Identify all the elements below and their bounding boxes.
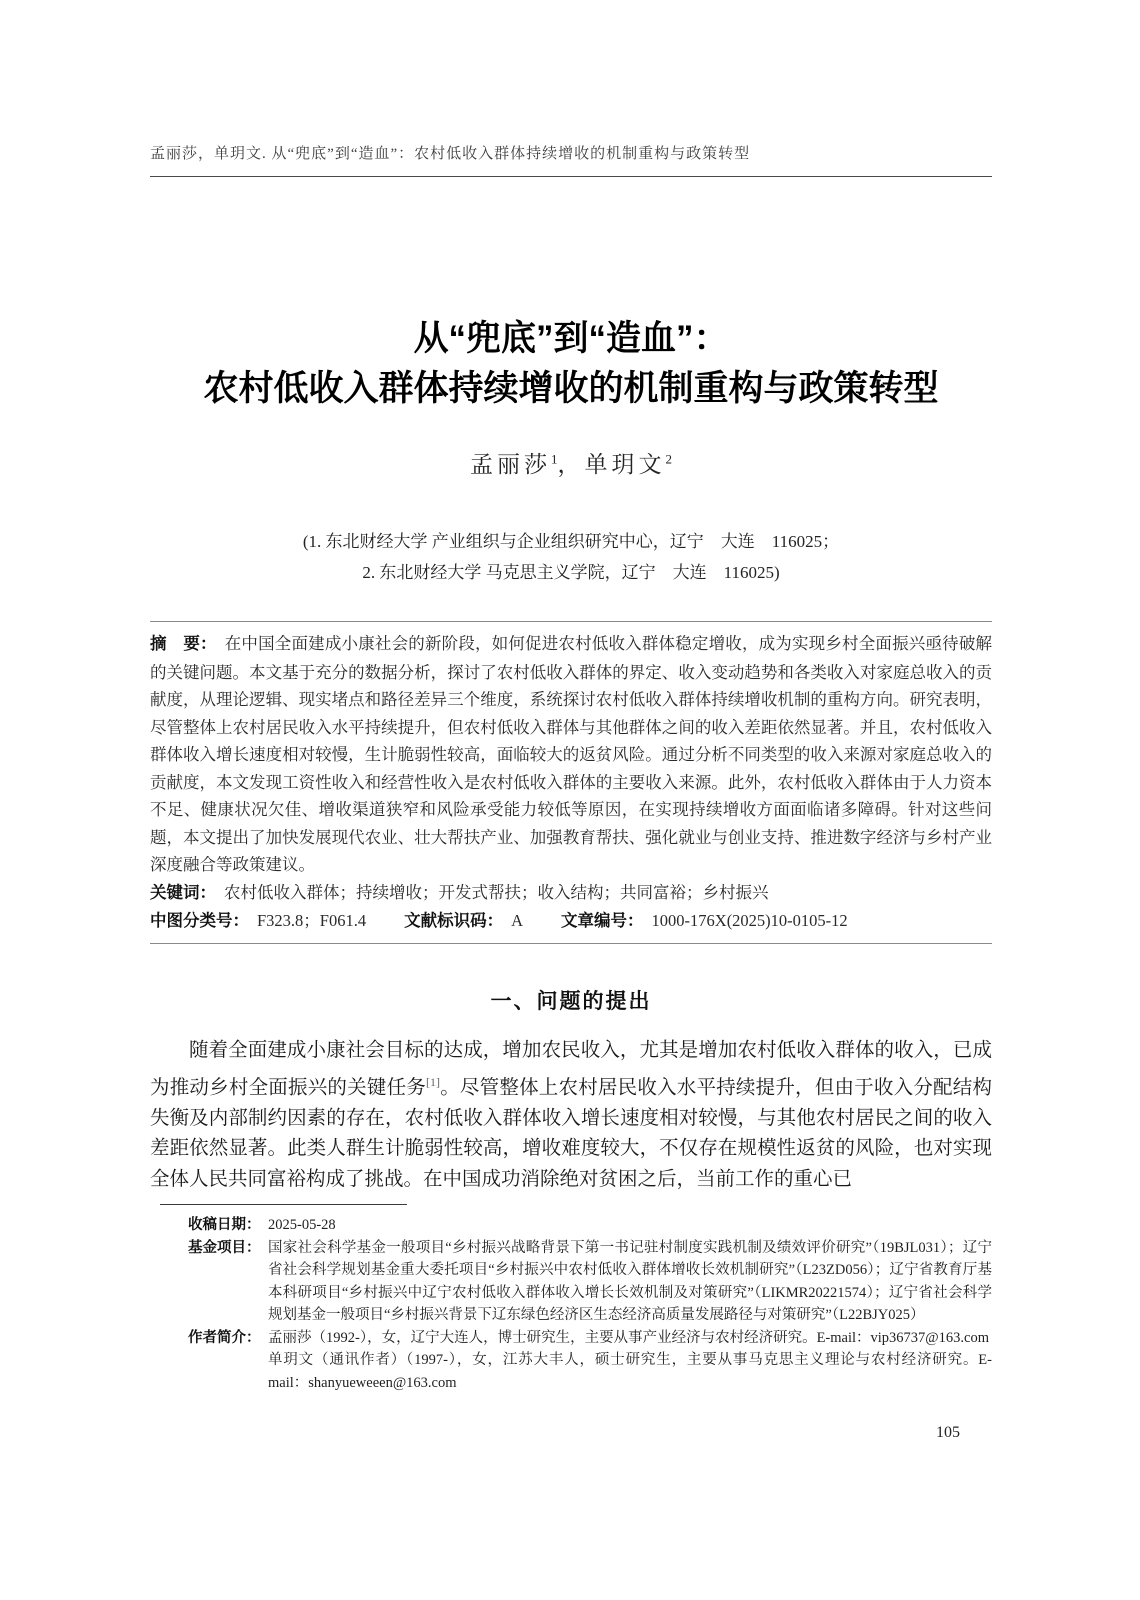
- author-line: [150, 446, 992, 479]
- author-affiliation-sup-2: 2: [665, 451, 672, 467]
- footnote-author-bio: [150, 1327, 992, 1395]
- footnote-received-date: [150, 1214, 992, 1237]
- affiliations: [150, 526, 992, 588]
- keywords-label: 关键词：: [150, 883, 216, 902]
- body-text-before-ref: 随着全面建成小康社会目标的达成，增加农民收入，尤其是增加农村低收入群体的收入，已成为推动乡村全面振兴的关键任务: [150, 1040, 992, 1098]
- section-heading-1: 一、问题的提出: [490, 990, 652, 1013]
- clc-value: F323.8；F061.4: [257, 911, 367, 930]
- author-bio-label: 作者简介：: [188, 1329, 261, 1346]
- clc-label: 中图分类号：: [150, 912, 249, 930]
- keywords-line: [150, 879, 992, 908]
- abstract-text: 在中国全面建成小康社会的新阶段，如何促进农村低收入群体稳定增收，成为实现乡村全面振兴亟待破解的关键问题。本文基于充分的数据分析，探讨了农村低收入群体的界定、收入变动趋势和各类收入对家庭总收入的贡献度，从理论逻辑、现实堵点和路径差异三个维度，系统探讨农村低收入群体持续增收机制的重构方向。研究表明，尽管整体上农村居民收入水平持续提升，但农村低收入群体与其他群体之间的收入差距依然显著。并且，农村低收入群体收入增长速度相对较慢，生计脆弱性较高，面临较大的返贫风险。通过分析不同类型的收入来源对家庭总收入的贡献度，本文发现工资性收入和经营性收入是农村低收入群体的主要收入来源。此外，农村低收入群体由于人力资本不足、健康状况欠佳、增收渠道狭窄和风险承受能力较低等原因，在实现持续增收方面面临诸多障碍。针对这些问题，本文提出了加快发展现代农业、壮大帮扶产业、加强教育帮扶、强化就业与创业支持、推进数字经济与乡村产业深度融合等政策建议。: [150, 634, 993, 874]
- footnote-separator-rule: [160, 1204, 407, 1205]
- funding-label: 基金项目：: [188, 1239, 261, 1256]
- footnote-area: [150, 1204, 992, 1394]
- received-date-value: 2025-05-28: [268, 1217, 336, 1233]
- article-title-line2: 农村低收入群体持续增收的机制重构与政策转型: [203, 369, 939, 408]
- received-date-label: 收稿日期：: [188, 1217, 261, 1233]
- abstract-box: [150, 621, 992, 944]
- author-affiliation-sup-1: 1: [551, 451, 558, 467]
- article-title: [150, 314, 992, 414]
- article-id-value: 1000-176X(2025)10-0105-12: [651, 911, 848, 930]
- footnote-funding: [150, 1237, 992, 1327]
- abstract-paragraph: [150, 630, 992, 879]
- body-text-after-ref: 。尽管整体上农村居民收入水平持续提升，但由于收入分配结构失衡及内部制约因素的存在，农村低收入群体收入增长速度相对较慢，与其他农村居民之间的收入差距依然显著。此类人群生计脆弱性较高，增收难度较大，不仅存在规模性返贫的风险，也对实现全体人民共同富裕构成了挑战。在中国成功消除绝对贫困之后，当前工作的重心已: [150, 1077, 992, 1190]
- abstract-label: 摘 要：: [150, 635, 217, 653]
- author-name-1: 孟丽莎: [470, 452, 551, 477]
- article-meta-line: [150, 907, 992, 936]
- author-name-2: 单玥文: [584, 452, 666, 477]
- doc-code-label: 文献标识码：: [404, 912, 504, 930]
- citation-ref-1: [1]: [426, 1074, 440, 1089]
- article-title-line1: 从“兜底”到“造血”：: [413, 319, 729, 358]
- author-bio-2: 单玥文（通讯作者）（1997-），女，江苏大丰人，硕士研究生，主要从事马克思主义理论与农村经济研究。E-mail：shanyueweeen@163.com: [268, 1352, 992, 1391]
- doc-code-value: A: [511, 911, 524, 930]
- running-header: [150, 142, 992, 177]
- author-bio-1: 孟丽莎（1992-），女，辽宁大连人，博士研究生，主要从事产业经济与农村经济研究。E-mail：vip36737@163.com: [268, 1329, 990, 1346]
- article-id-label: 文章编号：: [561, 912, 644, 930]
- affiliation-line-1: (1. 东北财经大学 产业组织与企业组织研究中心，辽宁 大连 116025；: [302, 532, 840, 551]
- author-bio-texts: [268, 1327, 992, 1395]
- page-number: 105: [936, 1424, 960, 1441]
- keywords-text: 农村低收入群体；持续增收；开发式帮扶；收入结构；共同富裕；乡村振兴: [224, 882, 769, 902]
- author-separator: ，: [557, 452, 585, 477]
- funding-text: 国家社会科学基金一般项目“乡村振兴战略背景下第一书记驻村制度实践机制及绩效评价研究”（19BJL031）；辽宁省社会科学规划基金重大委托项目“乡村振兴中农村低收入群体增收长效机制研究”（L23ZD056）；辽宁省教育厅基本科研项目“乡村振兴中辽宁农村低收入群体收入增长长效机制及对策研究”（LIKMR20221574）；辽宁省社会科学规划基金一般项目“乡村振兴背景下辽东绿色经济区生态经济高质量发展路径与对策研究”（L22BJY025）: [268, 1239, 992, 1323]
- running-header-text: 孟丽莎，单玥文. 从“兜底”到“造血”：农村低收入群体持续增收的机制重构与政策转型: [150, 146, 751, 162]
- body-paragraph-1: [150, 1036, 992, 1195]
- affiliation-line-2: 2. 东北财经大学 马克思主义学院，辽宁 大连 116025): [362, 563, 780, 582]
